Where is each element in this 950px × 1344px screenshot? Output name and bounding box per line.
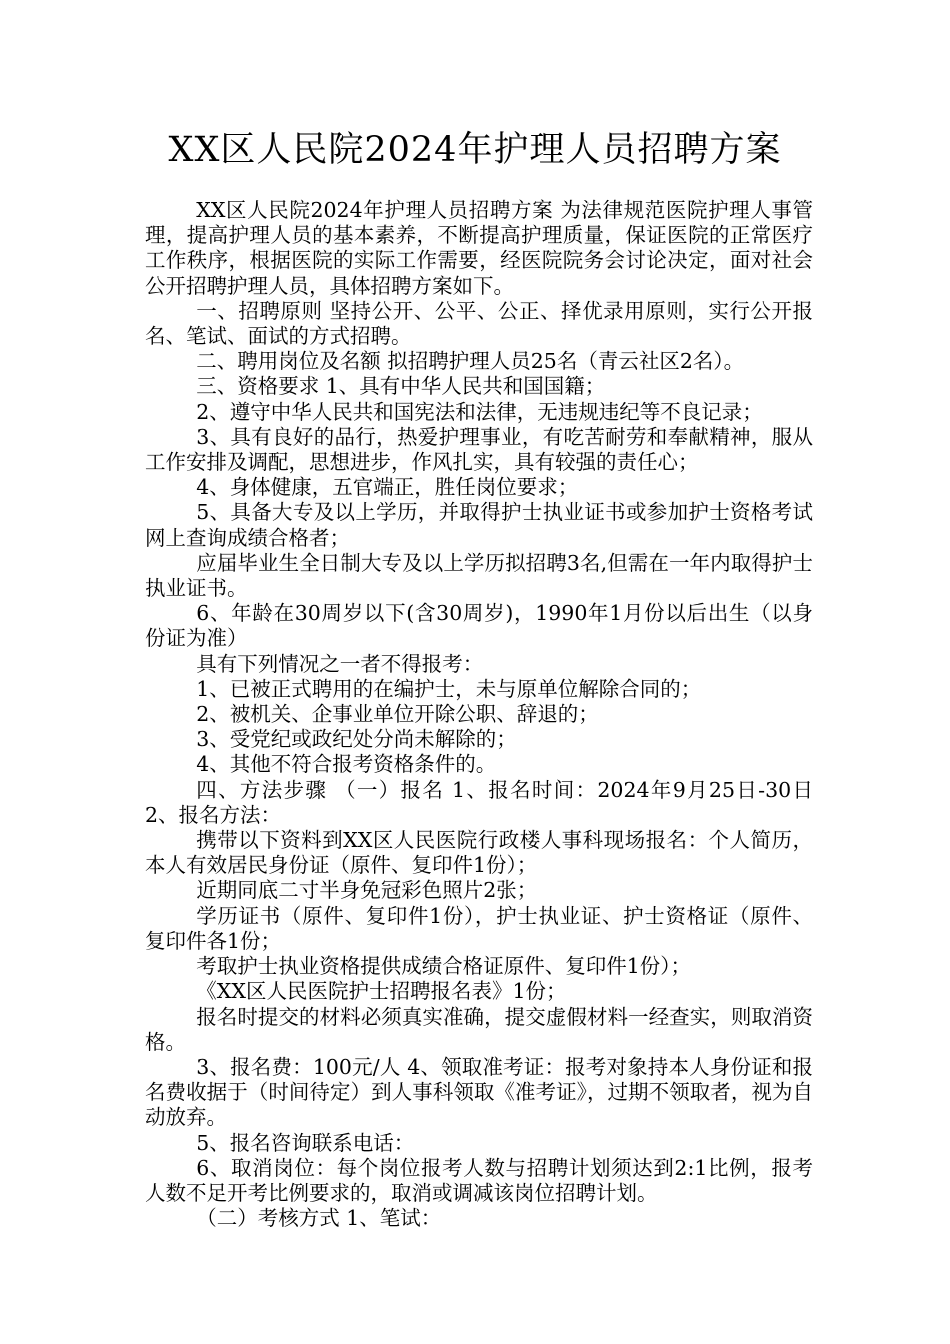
- paragraph: 2、被机关、企事业单位开除公职、辞退的；: [196, 702, 599, 727]
- paragraph: 4、其他不符合报考资格条件的。: [196, 752, 497, 777]
- paragraph: 2、遵守中华人民共和国宪法和法律，无违规违纪等不良记录；: [196, 399, 763, 424]
- paragraph: 5、具备大专及以上学历，并取得护士执业证书或参加护士资格考试网上查询成绩合格者；: [145, 500, 813, 550]
- paragraph: 报名时提交的材料必须真实准确，提交虚假材料一经查实，则取消资格。: [145, 1004, 813, 1054]
- document-body: [145, 198, 813, 1231]
- paragraph: 6、年龄在30周岁以下(含30周岁)，1990年1月份以后出生（以身份证为准）: [145, 601, 813, 651]
- paragraph: 四、方法步骤 （一）报名 1、报名时间：2024年9月25日-30日 2、报名方法：: [145, 777, 813, 827]
- paragraph: 近期同底二寸半身免冠彩色照片2张；: [196, 878, 538, 903]
- paragraph: （二）考核方式 1、笔试：: [196, 1206, 442, 1231]
- paragraph: 学历证书（原件、复印件1份），护士执业证、护士资格证（原件、复印件各1份；: [145, 903, 813, 953]
- paragraph: 4、身体健康，五官端正，胜任岗位要求；: [196, 475, 579, 500]
- paragraph: 6、取消岗位：每个岗位报考人数与招聘计划须达到2:1比例，报考人数不足开考比例要求的，取消或调减该岗位招聘计划。: [145, 1155, 813, 1205]
- document-title: XX区人民院2024年护理人员招聘方案: [168, 130, 782, 170]
- paragraph: 1、已被正式聘用的在编护士，未与原单位解除合同的；: [196, 676, 702, 701]
- paragraph: 3、具有良好的品行，热爱护理事业，有吃苦耐劳和奉献精神，服从工作安排及调配，思想进步，作风扎实，具有较强的责任心；: [145, 424, 813, 475]
- paragraph: 具有下列情况之一者不得报考：: [196, 651, 484, 676]
- paragraph: 携带以下资料到XX区人民医院行政楼人事科现场报名：个人简历，本人有效居民身份证（原件、复印件1份）；: [145, 828, 813, 878]
- paragraph: 三、资格要求 1、具有中华人民共和国国籍；: [196, 374, 606, 399]
- paragraph: 二、聘用岗位及名额 拟招聘护理人员25名（青云社区2名）。: [196, 349, 745, 374]
- paragraph: 3、报名费：100元/人 4、领取准考证：报考对象持本人身份证和报名费收据于（时间待定）到人事科领取《准考证》，过期不领取者，视为自动放弃。: [145, 1054, 813, 1130]
- paragraph: 一、招聘原则 坚持公开、公平、公正、择优录用原则，实行公开报名、笔试、面试的方式招聘。: [145, 298, 813, 349]
- paragraph: 考取护士执业资格提供成绩合格证原件、复印件1份）；: [196, 954, 692, 979]
- paragraph: 应届毕业生全日制大专及以上学历拟招聘3名,但需在一年内取得护士执业证书。: [145, 550, 813, 601]
- paragraph: XX区人民院2024年护理人员招聘方案 为法律规范医院护理人事管理，提高护理人员的基本素养，不断提高护理质量，保证医院的正常医疗工作秩序，根据医院的实际工作需要，经医院院务会讨论决定，面对社会公开招聘护理人员，具体招聘方案如下。: [145, 198, 813, 298]
- paragraph: 《XX区人民医院护士招聘报名表》1份；: [196, 979, 567, 1004]
- paragraph: 3、受党纪或政纪处分尚未解除的；: [196, 727, 517, 752]
- paragraph: 5、报名咨询联系电话：: [196, 1130, 415, 1155]
